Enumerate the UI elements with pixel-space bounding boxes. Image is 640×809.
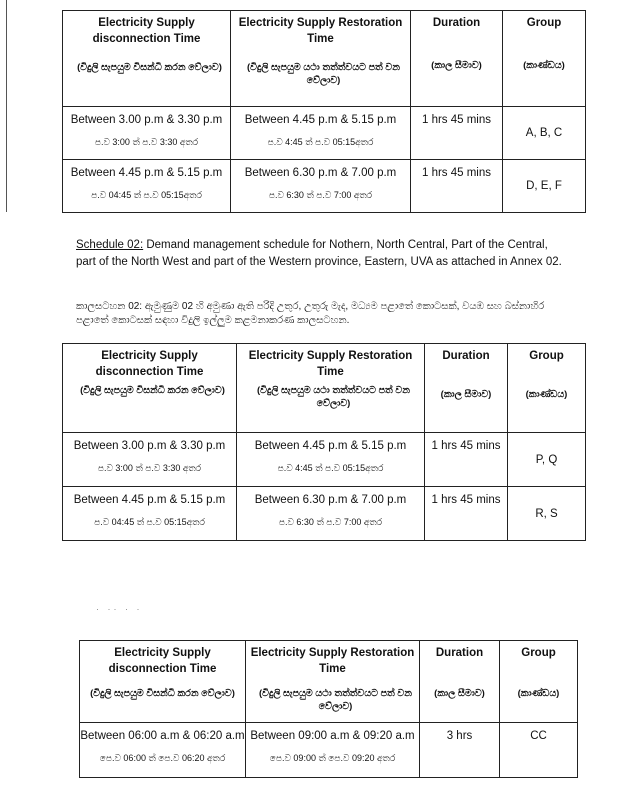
schedule-table-1: [62, 10, 586, 213]
header-duration: [411, 11, 503, 107]
table-header-row: [63, 11, 586, 107]
header-restoration-si: (විදුලි සැපයුම යථා තත්ත්වයට පත් වන වේලාව): [257, 385, 410, 409]
cell-restoration: [246, 723, 420, 778]
restoration-time-en: Between 09:00 a.m & 09:20 a.m: [250, 730, 415, 742]
cell-group: [508, 433, 586, 487]
header-group-si: (කාණ්ඩය): [517, 688, 560, 699]
header-restoration: [231, 11, 411, 107]
duration-value: 1 hrs 45 mins: [421, 167, 492, 179]
table-header-row: [63, 344, 586, 433]
group-value: D, E, F: [526, 180, 562, 192]
header-group: [508, 344, 586, 433]
restoration-time-si: ප.ව 6:30 ත් ප.ව 7:00 අතර: [278, 517, 383, 527]
cell-restoration: [231, 107, 411, 160]
header-disconnection-si: (විදුලි සැපයුම විසන්ධි කරන වේලාව): [90, 688, 235, 699]
restoration-time-en: Between 6.30 p.m & 7.00 p.m: [244, 167, 397, 179]
header-duration-si: (කාල සීමාව): [440, 389, 492, 400]
page-break-fragment: · ·· · ·: [96, 604, 143, 614]
cell-restoration: [237, 433, 425, 487]
disconnection-time-si: ප.ව 3:00 ත් ප.ව 3:30 අතර: [97, 463, 202, 473]
cell-duration: [425, 487, 508, 541]
restoration-time-si: ප.ව 4:45 ත් ප.ව 05:15අතර: [267, 137, 374, 147]
cell-restoration: [237, 487, 425, 541]
schedule-2-text: Demand management schedule for Nothern, North Central, Part of the Central, part of the North West and part of the Western province, Eastern, UVA as attached in Annex 02.: [76, 239, 562, 268]
schedule-table-3: [79, 640, 578, 778]
header-group-en: Group: [521, 647, 556, 659]
disconnection-time-en: Between 4.45 p.m & 5.15 p.m: [73, 494, 226, 506]
cell-group: [508, 487, 586, 541]
duration-value: 1 hrs 45 mins: [431, 494, 501, 506]
disconnection-time-si: ප.ව 04:45 ත් ප.ව 05:15අතර: [94, 517, 205, 527]
restoration-time-en: Between 4.45 p.m & 5.15 p.m: [244, 114, 397, 126]
header-group-en: Group: [526, 17, 562, 29]
header-duration: [425, 344, 508, 433]
header-disconnection-en: Electricity Supply disconnection Time: [92, 17, 201, 45]
table-row: [80, 723, 578, 778]
header-disconnection: [80, 641, 246, 723]
schedule-2-sinhala: කාලසටහන 02: ඇමුණුම 02 හි අමුණා ඇති පරිදි උතුර, උතුරු මැද, මධ්‍යම පළාතේ කොටසක්, වයඹ සහ බස්නාහිර පළාතේ කොටසක් සඳහා විදුලි ඉල්ලුම කළමනාකරණ කාලසටහන.: [76, 301, 545, 326]
group-value: CC: [530, 730, 547, 742]
header-duration-en: Duration: [435, 647, 484, 659]
cell-disconnection: [63, 160, 231, 213]
schedule-2-label: Schedule 02:: [76, 239, 144, 251]
duration-value: 1 hrs 45 mins: [421, 114, 492, 126]
header-restoration-en: Electricity Supply Restoration Time: [248, 350, 413, 378]
header-duration-en: Duration: [442, 350, 490, 362]
header-group: [500, 641, 578, 723]
cell-duration: [411, 107, 503, 160]
header-disconnection-en: Electricity Supply disconnection Time: [108, 647, 217, 675]
disconnection-time-en: Between 06:00 a.m & 06:20 a.m: [80, 730, 245, 742]
header-restoration-si: (විදුලි සැපයුම යථා තත්ත්වයට පත් වන වේලාව): [259, 688, 412, 712]
header-disconnection: [63, 344, 237, 433]
group-value: R, S: [535, 507, 558, 520]
table-header-row: [80, 641, 578, 723]
header-restoration-en: Electricity Supply Restoration Time: [250, 647, 415, 675]
cell-duration: [425, 433, 508, 487]
cell-disconnection: [63, 433, 237, 487]
disconnection-time-en: Between 3.00 p.m & 3.30 p.m: [73, 440, 226, 452]
cell-disconnection: [63, 107, 231, 160]
schedule-table-2: [62, 343, 586, 541]
disconnection-time-en: Between 3.00 p.m & 3.30 p.m: [70, 114, 223, 126]
disconnection-time-en: Between 4.45 p.m & 5.15 p.m: [70, 167, 223, 179]
schedule-2-description: [76, 237, 566, 271]
table-row: [63, 107, 586, 160]
restoration-time-si: ප.ව 4:45 ත් ප.ව 05:15අතර: [277, 463, 384, 473]
page-edge-line: [6, 0, 7, 212]
disconnection-time-si: ප.ව 3:00 ත් ප.ව 3:30 අතර: [94, 137, 199, 147]
restoration-time-si: පෙ.ව 09:00 ත් පෙ.ව 09:20 අතර: [269, 753, 396, 763]
table-row: [63, 160, 586, 213]
table-row: [63, 433, 586, 487]
cell-group: [503, 107, 586, 160]
header-restoration-en: Electricity Supply Restoration Time: [238, 17, 403, 45]
header-disconnection-en: Electricity Supply disconnection Time: [95, 350, 204, 378]
duration-value: 1 hrs 45 mins: [431, 440, 501, 452]
table-row: [63, 487, 586, 541]
restoration-time-si: ප.ව 6:30 ත් ප.ව 7:00 අතර: [268, 190, 373, 200]
header-disconnection: [63, 11, 231, 107]
header-duration-si: (කාල සීමාව): [434, 688, 485, 699]
header-restoration: [237, 344, 425, 433]
header-group: [503, 11, 586, 107]
header-group-en: Group: [529, 350, 564, 362]
disconnection-time-si: පෙ.ව 06:00 ත් පෙ.ව 06:20 අතර: [99, 753, 226, 763]
cell-restoration: [231, 160, 411, 213]
cell-duration: [411, 160, 503, 213]
cell-group: [503, 160, 586, 213]
header-duration-si: (කාල සීමාව): [431, 60, 482, 71]
header-disconnection-si: (විදුලි සැපයුම විසන්ධි කරන වේලාව): [80, 385, 225, 396]
group-value: P, Q: [535, 453, 558, 466]
header-restoration: [246, 641, 420, 723]
cell-disconnection: [80, 723, 246, 778]
cell-group: [500, 723, 578, 778]
disconnection-time-si: ප.ව 04:45 ත් ප.ව 05:15අතර: [91, 190, 202, 200]
header-duration: [420, 641, 500, 723]
cell-disconnection: [63, 487, 237, 541]
duration-value: 3 hrs: [446, 730, 473, 742]
group-value: A, B, C: [525, 127, 563, 139]
header-group-si: (කාණ්ඩය): [523, 60, 565, 71]
restoration-time-en: Between 4.45 p.m & 5.15 p.m: [254, 440, 407, 452]
header-group-si: (කාණ්ඩය): [525, 389, 568, 400]
cell-duration: [420, 723, 500, 778]
header-disconnection-si: (විදුලි සැපයුම විසන්ධි කරන වේලාව): [77, 62, 222, 73]
restoration-time-en: Between 6.30 p.m & 7.00 p.m: [254, 494, 407, 506]
header-restoration-si: (විදුලි සැපයුම යථා තත්ත්වයට පත් වන වේලාව): [247, 62, 400, 86]
header-duration-en: Duration: [432, 17, 481, 29]
